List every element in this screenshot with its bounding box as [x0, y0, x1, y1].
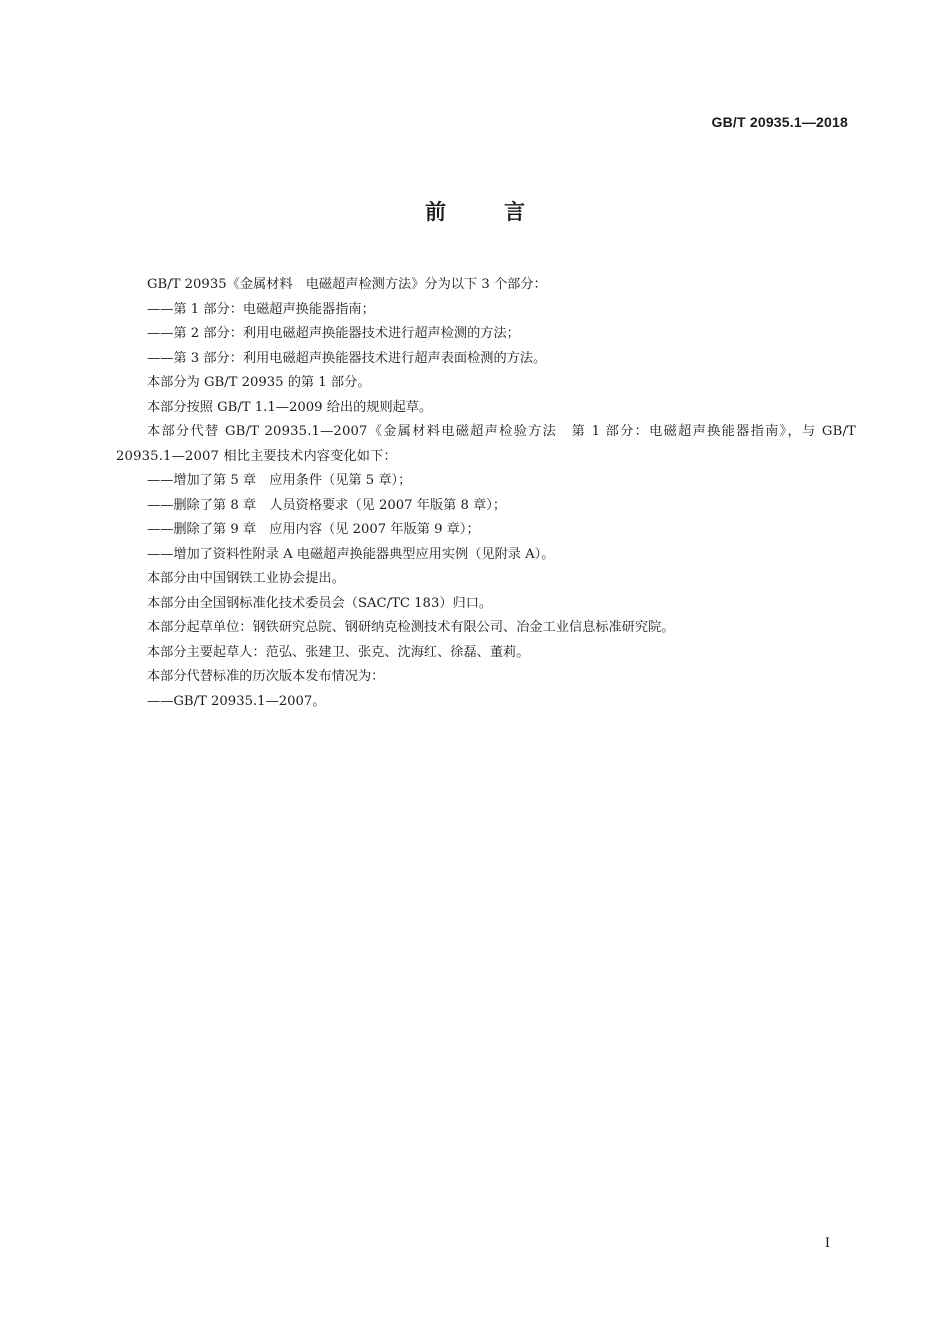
paragraph-proposer: 本部分由中国钢铁工业协会提出。: [147, 571, 345, 586]
paragraph-replacement: 本部分代替 GB/T 20935.1—2007《金属材料电磁超声检验方法 第 1 部分：电磁超声换能器指南》，与 GB/T 20935.1—2007 相比主要技术内容变化如下：: [116, 424, 856, 464]
paragraph-this-part: 本部分为 GB/T 20935 的第 1 部分。: [147, 375, 371, 390]
paragraph-drafting-units: 本部分起草单位：钢铁研究总院、钢研纳克检测技术有限公司、冶金工业信息标准研究院。: [147, 620, 675, 635]
list-item-previous-version: ——GB/T 20935.1—2007。: [147, 693, 326, 709]
list-item-change-1: ——增加了第 5 章 应用条件（见第 5 章）；: [147, 473, 412, 488]
page-title: 前言: [425, 200, 583, 224]
paragraph-drafting-rules: 本部分按照 GB/T 1.1—2009 给出的规则起草。: [147, 399, 433, 415]
preface-body: [116, 273, 856, 714]
list-item-change-2: ——删除了第 8 章 人员资格要求（见 2007 年版第 8 章）；: [147, 497, 507, 513]
paragraph-drafters: 本部分主要起草人：范弘、张建卫、张克、沈海红、徐磊、董莉。: [147, 644, 530, 660]
standard-number: GB/T 20935.1—2018: [711, 114, 848, 130]
list-item-change-4: ——增加了资料性附录 A 电磁超声换能器典型应用实例（见附录 A）。: [147, 546, 555, 562]
paragraph-parts-intro: GB/T 20935《金属材料 电磁超声检测方法》分为以下 3 个部分：: [147, 277, 547, 292]
list-item-change-3: ——删除了第 9 章 应用内容（见 2007 年版第 9 章）；: [147, 522, 480, 537]
list-item-part-3: ——第 3 部分：利用电磁超声换能器技术进行超声表面检测的方法。: [147, 350, 547, 366]
page-number: I: [824, 1236, 830, 1251]
paragraph-committee: 本部分由全国钢标准化技术委员会（SAC/TC 183）归口。: [147, 595, 493, 611]
paragraph-history: 本部分代替标准的历次版本发布情况为：: [147, 669, 385, 684]
list-item-part-2: ——第 2 部分：利用电磁超声换能器技术进行超声检测的方法；: [147, 326, 520, 341]
list-item-part-1: ——第 1 部分：电磁超声换能器指南；: [147, 301, 375, 317]
